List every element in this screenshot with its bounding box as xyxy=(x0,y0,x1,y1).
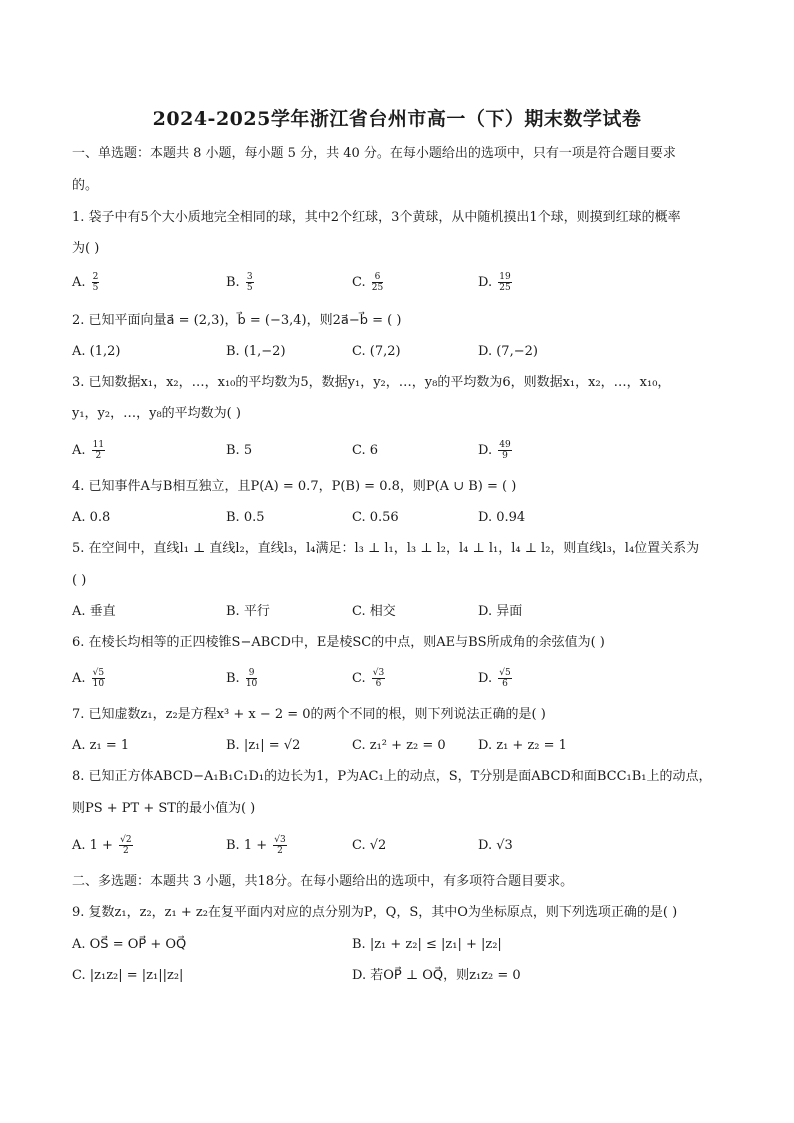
question-4-option-b: B. 0.5 xyxy=(226,510,265,525)
option-label: D. xyxy=(478,671,493,686)
question-3-text: 3. 已知数据x₁，x₂，…，x₁₀的平均数为5，数据y₁，y₂，…，y₈的平均数为6，则数据x₁，x₂，…，x₁₀， xyxy=(72,375,671,390)
question-5-option-d: D. 异面 xyxy=(478,604,523,619)
question-6-text: 6. 在棱长均相等的正四棱锥S−ABCD中，E是棱SC的中点，则AE与BS所成角的余弦值为( ) xyxy=(72,635,605,650)
question-9-option-c: C. |z₁z₂| = |z₁||z₂| xyxy=(72,968,184,983)
question-3-option-b: B. 5 xyxy=(226,443,253,458)
question-5-text: 5. 在空间中，直线l₁ ⊥ 直线l₂，直线l₃，l₄满足：l₃ ⊥ l₁，l₃ ⊥ l₂，l₄ ⊥ l₁，l₄ ⊥ l₂，则直线l₃，l₄位置关系为 xyxy=(72,541,700,556)
section-multi-choice-heading: 二、多选题：本题共 3 小题，共18分。在每小题给出的选项中，有多项符合题目要求。 xyxy=(72,874,574,889)
option-label: A. xyxy=(72,275,86,290)
numerator: 9 xyxy=(246,668,257,679)
numerator: 3 xyxy=(246,272,253,282)
question-1-option-c xyxy=(352,272,383,293)
fraction xyxy=(92,668,105,689)
denominator: 25 xyxy=(371,283,384,293)
denominator: 25 xyxy=(499,283,511,293)
question-9-text: 9. 复数z₁，z₂，z₁ + z₂在复平面内对应的点分别为P，Q，S，其中O为坐标原点，则下列选项正确的是( ) xyxy=(72,905,678,920)
numerator: √3 xyxy=(274,835,286,845)
fraction xyxy=(119,835,132,856)
question-7-option-d: D. z₁ + z₂ = 1 xyxy=(478,738,567,753)
question-2-text: 2. 已知平面向量a⃗ = (2,3)，b⃗ = (−3,4)，则2a⃗−b⃗ = ( ) xyxy=(72,313,402,328)
question-9-option-a: A. OS⃗ = OP⃗ + OQ⃗ xyxy=(72,937,187,952)
numerator: 11 xyxy=(92,440,105,450)
section-single-choice-heading: 一、单选题：本题共 8 小题，每小题 5 分，共 40 分。在每小题给出的选项中，只有一项是符合题目要求 xyxy=(72,146,676,161)
option-label: A. xyxy=(72,671,86,686)
option-label: B. xyxy=(226,671,240,686)
question-1-option-a xyxy=(72,272,99,293)
fraction xyxy=(498,272,511,293)
denominator: 5 xyxy=(246,283,253,293)
question-3-text-cont: y₁，y₂，…，y₈的平均数为( ) xyxy=(72,406,241,421)
question-7-option-b: B. |z₁| = √2 xyxy=(226,738,301,753)
question-4-option-c: C. 0.56 xyxy=(352,510,399,525)
denominator: 10 xyxy=(92,679,105,689)
question-8-option-a xyxy=(72,835,133,856)
question-4-option-a: A. 0.8 xyxy=(72,510,111,525)
option-label: B. 1 + xyxy=(226,838,268,853)
numerator: √5 xyxy=(92,668,105,678)
numerator: 6 xyxy=(372,272,383,283)
question-6-option-d xyxy=(478,668,512,689)
question-1-option-b xyxy=(226,272,254,293)
question-1-option-d xyxy=(478,272,512,293)
page-title: 2024-2025学年浙江省台州市高一（下）期末数学试卷 xyxy=(152,108,642,130)
option-label: C. xyxy=(352,275,366,290)
denominator: 6 xyxy=(502,679,508,689)
numerator: √5 xyxy=(499,668,511,678)
question-2-option-a: A. (1,2) xyxy=(72,344,121,359)
denominator: 6 xyxy=(375,679,382,689)
fraction xyxy=(498,668,511,689)
denominator: 2 xyxy=(122,846,129,856)
question-2-option-c: C. (7,2) xyxy=(352,344,401,359)
numerator: √3 xyxy=(372,668,385,678)
denominator: 2 xyxy=(277,846,283,856)
fraction xyxy=(372,668,385,689)
question-8-text-cont: 则PS + PT + ST的最小值为( ) xyxy=(72,801,256,816)
option-label: B. xyxy=(226,275,240,290)
denominator: 5 xyxy=(92,283,99,293)
fraction xyxy=(92,272,100,293)
question-7-option-c: C. z₁² + z₂ = 0 xyxy=(352,738,446,753)
question-5-option-b: B. 平行 xyxy=(226,604,270,619)
question-8-option-d: D. √3 xyxy=(478,838,513,853)
question-8-option-c: C. √2 xyxy=(352,838,387,853)
question-6-option-a xyxy=(72,668,105,689)
option-label: A. 1 + xyxy=(72,838,113,853)
fraction xyxy=(92,440,105,461)
question-4-text: 4. 已知事件A与B相互独立，且P(A) = 0.7，P(B) = 0.8，则P(A ∪ B) = ( ) xyxy=(72,479,517,494)
numerator: 19 xyxy=(499,272,511,282)
question-7-option-a: A. z₁ = 1 xyxy=(72,738,130,753)
question-6-option-c xyxy=(352,668,385,689)
fraction xyxy=(246,272,254,293)
question-6-option-b xyxy=(226,668,257,689)
fraction xyxy=(372,272,383,293)
question-8-option-b xyxy=(226,835,287,856)
fraction xyxy=(246,668,257,689)
question-1-text-cont: 为( ) xyxy=(72,241,100,256)
question-2-option-b: B. (1,−2) xyxy=(226,344,286,359)
question-3-option-a xyxy=(72,440,105,461)
option-label: A. xyxy=(72,443,86,458)
denominator: 2 xyxy=(95,451,102,461)
denominator: 9 xyxy=(502,451,508,461)
question-8-text: 8. 已知正方体ABCD−A₁B₁C₁D₁的边长为1，P为AC₁上的动点，S，T分别是面ABCD和面BCC₁B₁上的动点， xyxy=(72,769,712,784)
question-9-option-b: B. |z₁ + z₂| ≤ |z₁| + |z₂| xyxy=(352,937,502,952)
fraction xyxy=(498,440,511,461)
option-label: C. xyxy=(352,671,366,686)
denominator: 10 xyxy=(245,679,258,689)
numerator: √2 xyxy=(120,835,132,845)
question-4-option-d: D. 0.94 xyxy=(478,510,526,525)
numerator: 2 xyxy=(92,272,99,282)
question-9-option-d: D. 若OP⃗ ⊥ OQ⃗，则z₁z₂ = 0 xyxy=(352,968,521,983)
option-label: D. xyxy=(478,275,493,290)
question-5-text-cont: ( ) xyxy=(72,573,87,588)
fraction xyxy=(273,835,286,856)
question-3-option-c: C. 6 xyxy=(352,443,379,458)
question-2-option-d: D. (7,−2) xyxy=(478,344,538,359)
question-5-option-a: A. 垂直 xyxy=(72,604,116,619)
question-5-option-c: C. 相交 xyxy=(352,604,396,619)
question-7-text: 7. 已知虚数z₁，z₂是方程x³ + x − 2 = 0的两个不同的根，则下列说法正确的是( ) xyxy=(72,707,546,722)
question-3-option-d xyxy=(478,440,512,461)
section-single-choice-heading-cont: 的。 xyxy=(72,178,99,193)
question-1-text: 1. 袋子中有5个大小质地完全相同的球，其中2个红球，3个黄球，从中随机摸出1个球，则摸到红球的概率 xyxy=(72,210,681,225)
option-label: D. xyxy=(478,443,493,458)
numerator: 49 xyxy=(499,440,511,450)
